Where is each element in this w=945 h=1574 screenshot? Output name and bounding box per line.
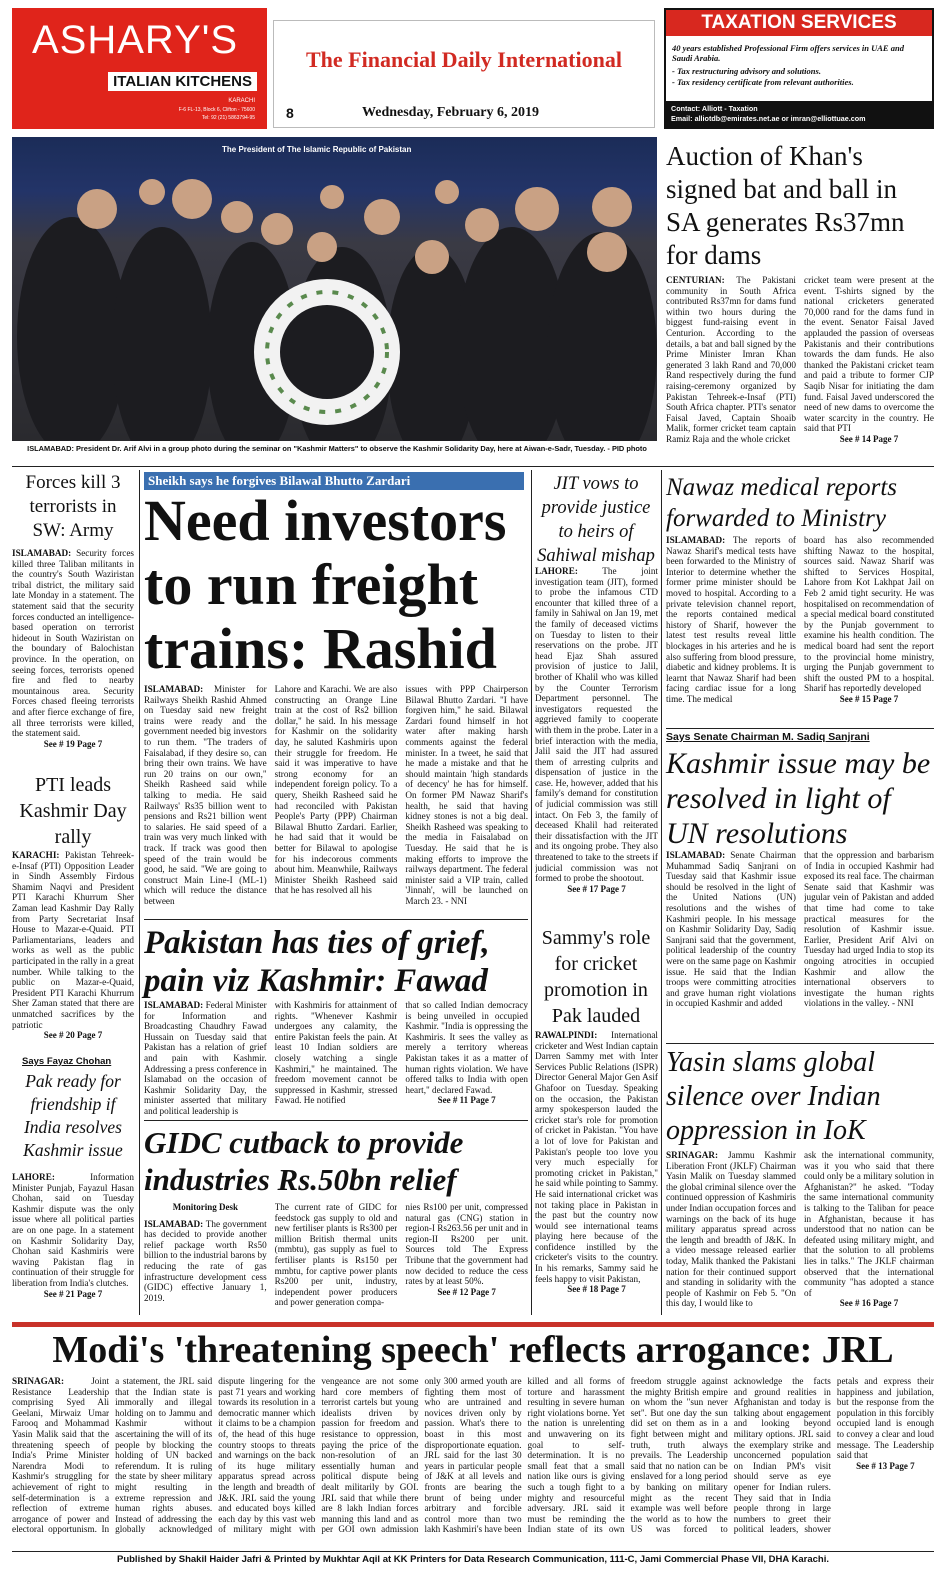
gidc-headline: GIDC cutback to provide industries Rs.50bn relief — [144, 1125, 464, 1197]
rashid-col-2 — [275, 684, 398, 916]
gidc-text-1: The government has decided to provide another relief package worth Rs50 billion to the industrial barons by reducing the rate of gas infrastructure development cess (GIDC) effective January 1, 2019. — [144, 1218, 267, 1303]
jit-headline: JIT vows to provide justice to heirs of Sahiwal mishap — [537, 474, 655, 566]
chohan-text: Information Minister Punjab, Fayazul Hasan Chohan, said on Tuesday Kashmir dispute was the only issue where all political parties are on one page. In a statement on Kashmir Solidarity Day, Chohan said Kashmiris were waving Pakistan flag in continuation of their struggle for liberation from India's clutches. — [12, 1172, 134, 1288]
masthead-date: Wednesday, February 6, 2019 — [362, 105, 539, 120]
gidc-text-2: The current rate of GIDC for feedstock gas supply to old and new fertiliser plants is Rs300 per million British thermal units (mmbtu), gas supply as fuel to fertiliser plants is Rs150 per mmbtu, for captive power plants Rs200 per unit, industry, independent power producers and power generation compa- — [274, 1202, 398, 1308]
auction-text-1: The Pakistani community in South Africa contributed Rs37mn for dams fund within two hours during the biggest fund-raising event in Centurion. According to the details, a bat and ball signed by the Prime Minister Imran Khan generated 3 lakh Rand and 70,000 Rand respectively during the fund raising-ceremony organized by Pakistan Tehreek-e-Insaf (PTI) South Africa chapter. PTI's senator Faisal Javed, Captain Shoaib Malik, former cricket team captain Ramiz Raja and the whole cricket — [666, 275, 796, 444]
pti-text: Pakistan Tehreek-e-Insaf (PTI) Opposition Leader in Sindh Assembly Firdous Shamim Naqvi and President PTI Karachi Khurrum Sher Zaman lead Kashmir Day Rally from Party Secretariat Insaf House to Mazar-e-Quaid. PTI Parliamentarians, leaders and works as well as the public participated in the rally in a great number. While talking to the public on Mazar-e-Quaid, President PTI Karachi Khurrum Sher Zaman stated that there are unmatched sacrifices by the patriotic — [12, 850, 134, 1030]
rashid-body — [144, 684, 528, 916]
divider-right-col — [661, 470, 662, 1315]
yasin-see-more: See # 16 Page 7 — [839, 1298, 899, 1309]
yasin-body — [666, 1150, 934, 1314]
forces-body — [12, 548, 134, 758]
sammy-text: International cricketer and West Indian captain Darren Sammy met with Inter Services Public Relations (ISPR) Director General Major Gen Asif Ghafoor on Tuesday. Speaking on the occasion, the Pakistan army spokesperson lauded the cricket star's role for promotion of cricket in Pakistan. "You have a lot of love for Pakistan and Pakistan's people too love you very much especially for promoting cricket in Pakistan," he said while pointing to Sammy. He said international cricket was not taking place in Pakistan in the past but the country now would see international teams playing here because of the confidence instilled by the cricketer's visits to the country. In his remarks, Sammy said he feels happy to visit Pakistan, — [535, 1030, 658, 1284]
ad-asharys-city: KARACHI — [228, 98, 255, 104]
rashid-headline: Need investors to run freight trains: Rashid — [144, 488, 507, 681]
sanjrani-text-1: Senate Chairman Muhammad Sadiq Sanjrani on Tuesday said that Kashmir issue should be resolved in the light of the United Nations (UN) resolutions and the wishes of Kashmiri people. In his message on Kashmir Solidarity Day, Sadiq Sanjrani said that the government, political leadership of the country were on the same page on Kashmir issue. He said that the Indian troops were committing atrocities and grave human right violations in occupied Kashmir and added — [666, 850, 796, 1009]
modi-text: Joint Resistance Leadership comprising Syed Ali Geelani, Mirwaiz Umar Farooq and Mohammad Yasin Malik said that the threatening speech of India's Prime Minister Narendra Modi to Kashmir's struggling for achievement of right to self-determination is a reflection of extreme arrogance of power and electoral opportunism. In a statement, the JRL said that the Indian state is immorally and illegal holding on to Jammu and Kashmir without ascertaining the will of its people by blocking the holding of UN backed referendum. It is ruling the state by sheer military might resulting in extreme repression and human rights abuses. Instead of addressing the globally acknowledged dispute lingering for the past 71 years and working towards its resolution in a democratic manner which it claims to be a champion of, the head of this huge country stoops to threats and warnings on the back of its huge military apparatus spread across the length and breadth of J&K. JRL said the young and educated boys killed each day by this vast web of military might with vengeance are not some hard core members of terrorist cartels but young idealists driven by passion for freedom and resistance to oppression, paying the price of the non-resolution of an essentially human and political dispute being dealt militarily by GOI. JRL said that while there are 8 lakh Indian forces manning this land and as per GOI own admission only 300 armed youth are fighting them most of who are untrained and novices driven only by passion. What's there to boast in this most disproportionate equation. JRL said for the last 30 years in particular people of J&K at all levels and fronts are bearing the brunt of being under arbitrary and forcible control more than two lakh Kashmiri's have been killed and all forms of torture and harassment resulting in severe human right violations borne. Yet the nation is unrelenting and unwavering on its goal to self-determination. It is no small feat that a small nation like ours is giving such a tough fight to a mighty and resourceful adversary. JRL said it must be reminding the Indian state of its own freedom struggle against the mighty British empire on whom the "sun never set". But one day the sun did set on them as in a fight between might and truth, truth always prevails. The Leadership said that no nation can be enslaved for a long period by banking on military might as the recent example was well before the world as to how the US was forced to acknowledge the facts and ground realities in Afghanistan and today is talking about engagement and looking beyond military options. JRL said the exemplary strike and unconcerned population on Indian PM's visit should serve as eye opener for Indian rulers. They said that in India people throng in large numbers to greet their political leaders, shower petals and express their happiness and jubilation, but the response from the population in this forcibly occupied land is enough to convey a clear and loud message. The Leadership said that — [12, 1376, 934, 1535]
gidc-body — [144, 1202, 528, 1314]
modi-see-more: See # 13 Page 7 — [856, 1460, 915, 1471]
modi-dateline: SRINAGAR: — [12, 1376, 65, 1386]
pti-see-more: See # 20 Page 7 — [43, 1030, 103, 1041]
pti-headline: PTI leads Kashmir Day rally — [19, 774, 127, 848]
gidc-text-3: nies Rs100 per unit, compressed natural gas (CNG) station in region-I Rs263.56 per unit and in region-II Rs200 per unit. Sources told The Express Tribune that the government had now decided to reduce the cess rates by at least 50%. — [405, 1202, 529, 1287]
forces-see-more: See # 19 Page 7 — [43, 738, 103, 749]
sanjrani-headline: Kashmir issue may be resolved in light of UN resolutions — [666, 747, 931, 850]
auction-dateline: CENTURIAN: — [666, 275, 725, 285]
nawaz-text-2: board has also recommended shifting Nawaz to the hospital, sources said. Nawaz Sharif was shifted to Services Hospital, Lahore from Kot Lakhpat Jail on Feb 2 amid tight security. He was hospitalised on recommendation of a special medical board constituted by the Punjab government to examine his health condition. The medical board had sent the report to the provincial home ministry, urging the Punjab government to shift the ousted PM to a hospital. Sharif has reportedly developed — [804, 535, 934, 694]
yasin-text-1: Jammu Kashmir Liberation Front (JKLF) Chairman Yasin Malik on Tuesday slammed the global criminal silence over the continued oppression of Kashmiris under Indian occupation forces and warnings on the back of its huge military apparatus spread across the length and breadth of J&K. In a video message released earlier today, Malik thanked the Pakistani nation for their continued support and standing in solidarity with the people of Kashmir on Feb 5. "On this day, I would like to — [666, 1150, 796, 1309]
pti-dateline: KARACHI: — [12, 850, 60, 860]
publisher-footer: Published by Shakil Haider Jafri & Printed by Mukhtar Aqil at KK Printers for Data Research Communication, 111-C, Jami Commercial Phase VII, DHA Karachi. — [116, 1554, 829, 1565]
pti-body — [12, 850, 134, 1048]
nawaz-dateline: ISLAMABAD: — [666, 535, 726, 545]
divider-mid-col — [531, 470, 532, 1315]
chohan-dateline: LAHORE: — [12, 1172, 55, 1182]
ad-taxation-line1: 40 years established Professional Firm offers services in UAE and Saudi Arabia. — [672, 43, 904, 63]
ad-taxation-contact — [666, 101, 932, 127]
divider-fawad — [144, 1120, 528, 1121]
photo-banner: The President of The Islamic Republic of Pakistan — [222, 145, 412, 154]
jit-see-more: See # 17 Page 7 — [567, 883, 626, 894]
gidc-see-more: See # 12 Page 7 — [437, 1286, 496, 1297]
fawad-see-more: See # 11 Page 7 — [437, 1095, 496, 1106]
yasin-headline: Yasin slams global silence over Indian oppression in IoK — [666, 1047, 881, 1146]
sammy-headline: Sammy's role for cricket promotion in Pak lauded — [541, 927, 651, 1027]
yasin-text-2: ask the international community, was it you who said that there could only be a military solution in Afghanistan?" he asked. "Today the same international community is talking to the Taliban for peace in Afghanistan, because it has understood that no nation can be defeated using military might, and that the solution to all problems lies in talks." The JKLF chairman observed that the international community "has adopted a stance of — [804, 1150, 934, 1298]
fawad-col-3 — [405, 1000, 528, 1118]
rashid-text-2: Lahore and Karachi. We are also constructing an Orange Line train at the cost of Rs2 billion dollar," he said. In his message for Kashmir on the solidarity day, he saluted Kashmiris upon their struggle for freedom. He said it was imperative to have strong economy for an independent foreign policy. To a query, Sheikh Rasheed said he had reconciled with Pakistan People's Party (PPP) Chairman Bilawal Bhutto Zardari. Earlier, he had said that it would be better for Bilawal to apologise for his indecorous comments about him. Meanwhile, Railways Minister Sheikh Rasheed said that he has resolved all his — [274, 684, 398, 896]
gidc-col-3 — [405, 1202, 528, 1314]
auction-col-2 — [804, 275, 934, 465]
fawad-dateline: ISLAMABAD: — [144, 1000, 204, 1010]
photo-figures — [12, 137, 657, 441]
sanjrani-kicker: Says Senate Chairman M. Sadiq Sanjrani — [666, 731, 870, 743]
yasin-col-1 — [666, 1150, 796, 1314]
rashid-text-1: Minister for Railways Sheikh Rashid Ahmed on Tuesday said new freight trains were ready and the government needed big investors to run them. "The traders of Faisalabad, if they desire so, can bring their own trains. We have run 20 trains on our own," Sheikh Rasheed said while talking to media. He said Railways' Rs35 billion went to pensions and Rs21 billion went to salaries. He said speed of a train was very much linked with track. If track was good then speed of the train would be good, he said. "We are going to construct Main Line-I (ML-1) which will reduce the distance between — [144, 684, 267, 906]
sanjrani-dateline: ISLAMABAD: — [666, 850, 726, 860]
ad-asharys — [12, 8, 267, 129]
auction-see-more: See # 14 Page 7 — [839, 433, 899, 444]
jit-body — [535, 566, 658, 923]
divider-footer — [12, 1551, 934, 1552]
rashid-col-3 — [405, 684, 528, 916]
gidc-byline: Monitoring Desk — [172, 1202, 238, 1212]
sammy-dateline: RAWALPINDI: — [535, 1030, 598, 1040]
modi-band — [12, 1322, 934, 1327]
ad-taxation-line2: - Tax restructuring advisory and solutions. — [672, 66, 821, 76]
chohan-kicker: Says Fayaz Chohan — [22, 1056, 112, 1067]
forces-text: Security forces killed three Taliban militants in the country's South Waziristan tribal district, the military said late Monday in a statement. The statement said that the security forces conducted an intelligence-based operation on terrorist hideout in South Waziristan on the boundary of Balochistan province. In the operation, on seeing forces, terrorists opened fire and fled to nearby mountainous area. Security Forces chased fleeing terrorists and after fierce exchange of fire, all three terrorists were killed, the statement said. — [12, 548, 134, 739]
sanjrani-col-2 — [804, 850, 934, 1040]
sanjrani-body — [666, 850, 934, 1040]
ad-asharys-sub: ITALIAN KITCHENS — [108, 72, 257, 91]
chohan-headline: Pak ready for friendship if India resolves Kashmir issue — [23, 1071, 123, 1160]
fawad-col-2 — [275, 1000, 398, 1118]
auction-headline: Auction of Khan's signed bat and ball in SA generates Rs37mn for dams — [666, 141, 905, 270]
nawaz-see-more: See # 15 Page 7 — [839, 693, 899, 704]
nawaz-headline: Nawaz medical reports forwarded to Ministry — [666, 474, 898, 532]
sammy-body — [535, 1030, 658, 1313]
fawad-text-2: with Kashmiris for attainment of rights. "Whenever Kashmir undergoes any calamity, the entire Pakistan feels the pain. At least 10 Indian soldiers are closely watching a single Kashmiri," he maintained. The freedom movement cannot be suppressed in Kashmir, stressed Fawad. He notified — [274, 1000, 398, 1106]
divider-nawaz — [666, 728, 934, 729]
ad-asharys-addr1: F-6 FL-13, Block 6, Clifton - 75600 — [178, 107, 255, 113]
ad-taxation-title: TAXATION SERVICES — [666, 10, 932, 36]
modi-body — [12, 1376, 934, 1548]
ad-taxation-contact-email: Email: alliotdb@emirates.net.ae or imran@elliottuae.com — [671, 113, 866, 123]
masthead-page-number: 8 — [286, 105, 294, 121]
divider-top — [12, 466, 934, 467]
photo-caption: ISLAMABAD: President Dr. Arif Alvi in a group photo during the seminar on "Kashmir Matters" to observe the Kashmir Solidarity Day, here at Aiwan-e-Sadr, Tuesday. - PID photo — [27, 444, 647, 453]
ad-taxation-contact-name: Contact: Alliott - Taxation — [671, 104, 758, 113]
nawaz-col-2 — [804, 535, 934, 725]
forces-dateline: ISLAMABAD: — [12, 548, 72, 558]
divider-left-col — [139, 470, 140, 1315]
nawaz-col-1 — [666, 535, 796, 725]
yasin-col-2 — [804, 1150, 934, 1314]
fawad-text-3: that so called Indian democracy is being unveiled in occupied Kashmir. "India is oppressing the Kashmiris. It sees the valley as merely a territory whereas Pakistan takes it as a matter of human rights violation. We have offered talks to India with open heart," declared Fawad. — [405, 1000, 529, 1095]
nawaz-body — [666, 535, 934, 725]
jit-text: The joint investigation team (JIT), formed to probe the infamous CTD encounter that killed three of a family in Sahiwal on Jan 19, met the family of deceased victims on Tuesday to listen to their reservations on the probe. JIT head Ejaz Shah assured provision of justice to Jalil, brother of Khalil who was killed by the Counter Terrorism Department personnel. The investigators requested the aggrieved family to cooperate with them in the probe. Later in a brief interaction with the media, Jalil said the JIT had assured them of arresting culprits and dispensation of justice in the case. He, however, added that his family's demand for constitution of judicial commission was still intact. On Feb 3, the family of deceased Khalil had reiterated their dissatisfaction with the JIT and its ongoing probe. They also threatened to take to the streets if judicial commission was not formed to probe the shootout. — [535, 566, 658, 884]
auction-body — [666, 275, 934, 465]
fawad-body — [144, 1000, 528, 1118]
sanjrani-text-2: that the oppression and barbarism of India in occupied Kashmir had exposed its real face. The chairman Senate said that Kashmir was jugular vein of Pakistan and added that time had come to take practical measures for the resolution of Kashmir issue. Earlier, President Arif Alvi on Tuesday had urged India to stop its ongoing atrocities in occupied Kashmir and allow the international observers to investigate the human rights violations in the valley. - NNI — [804, 850, 934, 1009]
nawaz-text-1: The reports of Nawaz Sharif's medical tests have been forwarded to the Ministry of Interior to determine whether the former prime minister should be moved to hospital. According to a private television channel report, the reports contained medical history of Sharif, however the latest test results reveal little blockages in his arteries and he is also suffering from blood pressure, diabetic and kidney problems. It is learnt that Nawaz Sharif had been facing cardiac issue for a long time. The medical — [666, 535, 796, 704]
auction-col-1 — [666, 275, 796, 465]
ad-taxation — [664, 8, 934, 129]
gidc-col-2 — [275, 1202, 398, 1314]
rashid-text-3: issues with PPP Chairperson Bilawal Bhutto Zardari. "I have forgiven him," he said. Bilawal Zardari found himself in hot water after making harsh comments against the federal minister. In a tweet, he said that he made a mistake and that he should maintain 'high standards of decency' he has for himself. On former PM Nawaz Sharif's health, he said that having kidney stones is not a big deal. Sheikh Rasheed was speaking to the media in Faisalabad on Tuesday. He said that he is making efforts to improve the railways department. The federal minister said a VIP train, called 'Jinnah', will be launched on March 23. - NNI — [405, 684, 529, 906]
jit-dateline: LAHORE: — [535, 566, 578, 576]
modi-headline: Modi's 'threatening speech' reflects arrogance: JRL — [52, 1329, 894, 1371]
fawad-headline: Pakistan has ties of grief, pain viz Kashmir: Fawad — [144, 925, 490, 999]
group-photo — [12, 137, 657, 441]
sammy-see-more: See # 18 Page 7 — [567, 1284, 626, 1295]
ad-taxation-line3: - Tax residency certificate from relevant authorities. — [672, 77, 854, 87]
rashid-dateline: ISLAMABAD: — [144, 684, 204, 694]
masthead — [273, 20, 655, 128]
divider-sanjrani — [666, 1043, 934, 1044]
fawad-col-1 — [144, 1000, 267, 1118]
rashid-kicker: Sheikh says he forgives Bilawal Bhutto Zardari — [144, 472, 524, 490]
sanjrani-col-1 — [666, 850, 796, 1040]
masthead-title: The Financial Daily International — [306, 47, 622, 72]
divider-rashid — [144, 919, 528, 920]
yasin-dateline: SRINAGAR: — [666, 1150, 719, 1160]
gidc-col-1 — [144, 1202, 267, 1314]
ad-asharys-addr2: Tel: 92 (21) 5863794-95 — [201, 115, 255, 121]
fawad-text-1: Federal Minister for Information and Broadcasting Chaudhry Fawad Hussain on Tuesday said that Pakistan has a relation of grief and pain with Kashmir. Addressing a press conference in Islamabad on the occasion of Kashmir Solidarity Day, the minister asserted that military and political leadership is — [144, 1000, 267, 1116]
gidc-dateline: ISLAMABAD: — [144, 1218, 204, 1229]
auction-text-2: cricket team were present at the event. T-shirts signed by the national cricketers generated 70,000 rand for the dams fund in the event. Senator Faisal Javed applauded the passion of overseas Pakistanis and their contributions towards the dam funds. He also thanked the Pakistani cricket team and paid a tribute to former CJP Saqib Nisar for initiating the dam fund. Faisal Javed underscored the need of new dams to overcome the water scarcity in the country. He said that PTI — [804, 275, 934, 434]
forces-headline: Forces kill 3 terrorists in SW: Army — [25, 472, 121, 541]
chohan-see-more: See # 21 Page 7 — [43, 1288, 103, 1299]
chohan-body — [12, 1172, 134, 1312]
rashid-col-1 — [144, 684, 267, 916]
ad-asharys-brand: ASHARY'S — [32, 18, 239, 62]
